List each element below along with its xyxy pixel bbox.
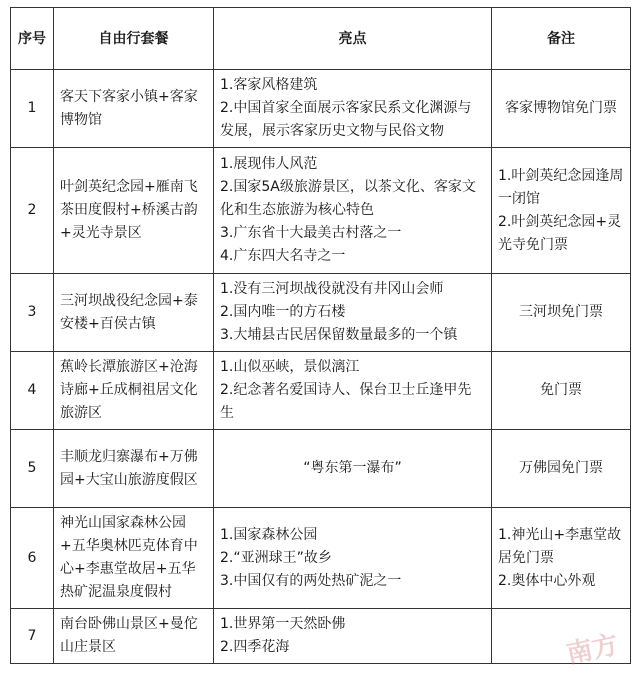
row-num: 7 [11, 609, 54, 664]
row-num: 4 [11, 352, 54, 430]
row-num: 3 [11, 274, 54, 352]
header-package: 自由行套餐 [54, 8, 214, 70]
row-remarks [492, 274, 631, 352]
row-highlights [214, 70, 492, 148]
highlight-item: 1.山似巫峡，景似漓江 [220, 359, 360, 375]
highlight-item: 1.展现伟人风范 [220, 156, 318, 172]
highlight-item: 3.中国仅有的两处热矿泥之一 [220, 572, 402, 589]
remark-item: 客家博物馆免门票 [505, 100, 617, 116]
table-row [11, 609, 631, 664]
highlight-item: 2.中国首家全面展示客家民系文化渊源与发展，展示客家历史文物与民俗文物 [220, 100, 472, 139]
highlight-item: 1.国家森林公园 [220, 526, 318, 543]
row-remarks [492, 430, 631, 508]
row-num: 6 [11, 508, 54, 609]
row-num: 2 [11, 148, 54, 274]
remark-item: 免门票 [540, 382, 582, 398]
header-highlights: 亮点 [214, 8, 492, 70]
highlight-item: 2.四季花海 [220, 639, 290, 655]
header-num: 序号 [11, 8, 54, 70]
table-row [11, 148, 631, 274]
table-row [11, 430, 631, 508]
row-package: 蕉岭长潭旅游区+沧海诗廊+丘成桐祖居文化旅游区 [54, 352, 214, 430]
row-highlights [214, 508, 492, 609]
highlight-item: 2.“亚洲球王”故乡 [220, 549, 332, 566]
row-package: 南台卧佛山景区+曼佗山庄景区 [54, 609, 214, 664]
remark-item: 三河坝免门票 [519, 304, 603, 320]
row-package: 叶剑英纪念园+雁南飞茶田度假村+桥溪古韵+灵光寺景区 [54, 148, 214, 274]
remark-item: 1.叶剑英纪念园逢周一闭馆 [498, 167, 624, 207]
remark-item: 万佛园免门票 [519, 460, 603, 476]
highlight-item: 4.广东四大名寺之一 [220, 248, 346, 264]
row-highlights [214, 148, 492, 274]
row-highlights [214, 430, 492, 508]
row-highlights [214, 352, 492, 430]
header-remarks: 备注 [492, 8, 631, 70]
table-row [11, 274, 631, 352]
row-package: 丰顺龙归寨瀑布+万佛园+大宝山旅游度假区 [54, 430, 214, 508]
highlight-item: 2.国家5A级旅游景区，以茶文化、客家文化和生态旅游为核心特色 [220, 179, 476, 218]
row-package: 神光山国家森林公园+五华奥林匹克体育中心+李惠堂故居+五华热矿泥温泉度假村 [54, 508, 214, 609]
row-package: 客天下客家小镇+客家博物馆 [54, 70, 214, 148]
highlight-item: 3.大埔县古民居保留数量最多的一个镇 [220, 327, 458, 343]
table-row [11, 352, 631, 430]
row-num: 5 [11, 430, 54, 508]
watermark-logo: 南方 [563, 629, 622, 671]
row-num: 1 [11, 70, 54, 148]
table-row [11, 70, 631, 148]
row-remarks [492, 70, 631, 148]
row-package: 三河坝战役纪念园+泰安楼+百侯古镇 [54, 274, 214, 352]
highlight-item: 1.客家风格建筑 [220, 77, 318, 93]
highlight-item: 1.没有三河坝战役就没有井冈山会师 [220, 281, 444, 297]
remark-item: 2.叶剑英纪念园+灵光寺免门票 [498, 213, 622, 253]
highlight-item: “粤东第一瀑布” [303, 460, 402, 476]
table-header-row [11, 8, 631, 70]
row-highlights [214, 609, 492, 664]
row-remarks [492, 352, 631, 430]
row-remarks [492, 508, 631, 609]
highlight-item: 3.广东省十大最美古村落之一 [220, 225, 402, 241]
highlight-item: 1.世界第一天然卧佛 [220, 616, 346, 632]
row-remarks [492, 148, 631, 274]
row-highlights [214, 274, 492, 352]
highlight-item: 2.纪念著名爱国诗人、保台卫士丘逢甲先生 [220, 382, 472, 421]
highlight-item: 2.国内唯一的方石楼 [220, 304, 346, 320]
table-row [11, 508, 631, 609]
remark-item: 2.奥体中心外观 [498, 572, 596, 589]
tour-package-table [10, 7, 631, 664]
remark-item: 1.神光山+李惠堂故居免门票 [498, 526, 622, 566]
